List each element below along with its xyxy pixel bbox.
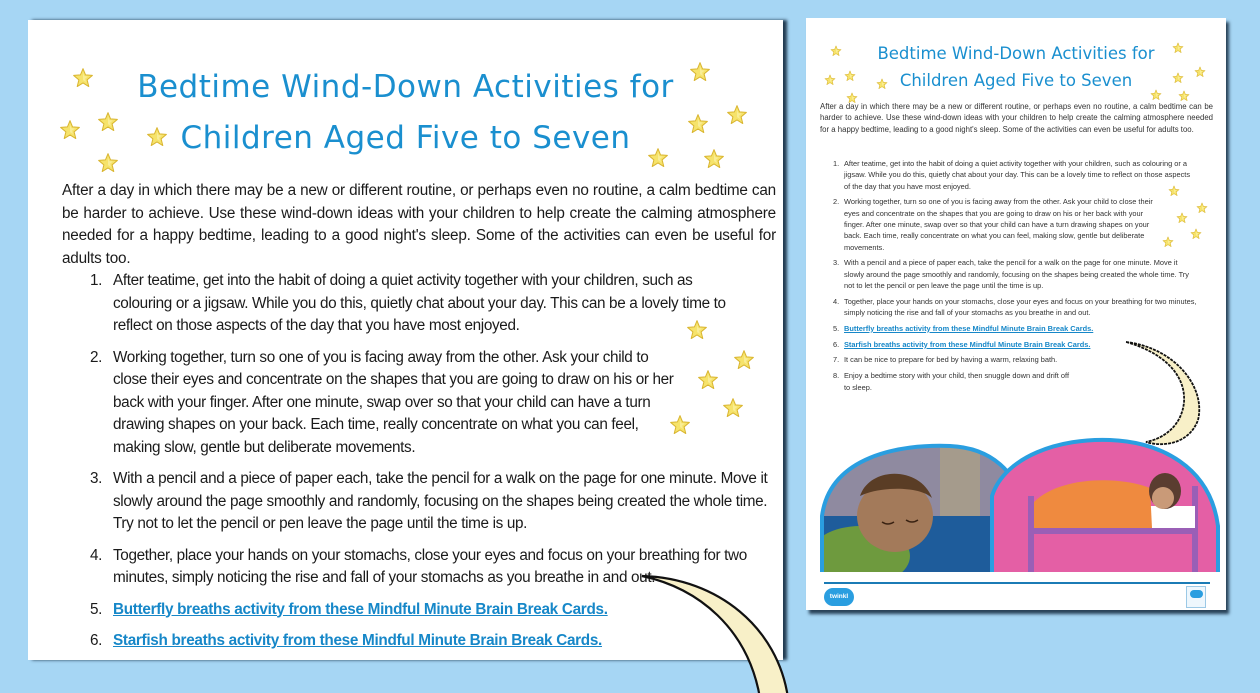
- star-icon: [59, 119, 81, 141]
- twinkl-logo: twinkl: [824, 588, 854, 606]
- butterfly-breaths-link[interactable]: Butterfly breaths activity from these Mindful Minute Brain Break Cards.: [113, 600, 608, 618]
- star-icon: [72, 67, 94, 89]
- starfish-breaths-link[interactable]: Starfish breaths activity from these Mindful Minute Brain Break Cards.: [844, 339, 1091, 349]
- title-line-2: Children Aged Five to Seven: [180, 120, 631, 156]
- list-number: 4.: [90, 546, 103, 564]
- list-number: 3.: [90, 470, 103, 487]
- star-icon: [687, 113, 709, 135]
- list-number: 6.: [90, 632, 103, 649]
- title-line-1: Bedtime Wind-Down Activities for: [877, 44, 1155, 63]
- list-number: 6.: [833, 339, 840, 349]
- list-item-text: Together, place your hands on your stomachs, close your eyes and focus on your breathing for two minutes, simply noticing the rise and fall of your stomachs as you breathe in and out.: [844, 296, 1197, 318]
- list-number: 2.: [833, 197, 840, 207]
- list-item: [90, 270, 730, 338]
- worksheet-page-main: [28, 20, 783, 660]
- butterfly-breaths-link[interactable]: Butterfly breaths activity from these Mindful Minute Brain Break Cards.: [844, 323, 1094, 333]
- thumbnail-intro: After a day in which there may be a new or different routine, or perhaps even no routine, a calm bedtime can be harder to achieve. Use these wind-down ideas with your children to help create the calming atmosphere needed for a happy bedtime, leading to a good night's sleep. Some of the activities can even be useful for adults too.: [820, 102, 1213, 134]
- list-number: 4.: [833, 296, 840, 306]
- list-number: 5.: [90, 600, 103, 618]
- list-item: [90, 468, 770, 536]
- list-item-text: Enjoy a bedtime story with your child, then snuggle down and drift off to sleep.: [844, 371, 1069, 392]
- list-number: 1.: [833, 159, 840, 168]
- star-icon: [1150, 89, 1162, 101]
- star-icon: [1194, 66, 1206, 78]
- list-item-link[interactable]: [833, 323, 1198, 334]
- intro-paragraph: After a day in which there may be a new or different routine, or perhaps even no routine, a calm bedtime can be harder to achieve. Use these wind-down ideas with your children to help create the calming atmosphere needed for a happy bedtime, leading to a good night's sleep. Some of the activities can even be useful for adults too.: [62, 182, 776, 267]
- star-icon: [703, 148, 725, 170]
- list-item: [833, 296, 1198, 319]
- title-line-1: Bedtime Wind-Down Activities for: [137, 69, 674, 105]
- star-icon: [146, 126, 168, 148]
- list-item: [833, 158, 1198, 192]
- thumbnail-title: [806, 40, 1226, 94]
- list-number: 7.: [833, 355, 840, 365]
- footer-divider: [824, 582, 1210, 584]
- list-item: [833, 196, 1153, 252]
- star-icon: [1172, 42, 1184, 54]
- star-icon: [647, 147, 669, 169]
- list-item: [833, 370, 1073, 393]
- activity-list: [90, 270, 768, 662]
- list-item: [833, 257, 1198, 291]
- resource-badge-icon: [1186, 586, 1206, 608]
- list-item: [90, 347, 675, 460]
- bedtime-illustration: [820, 436, 1220, 572]
- list-item-text: With a pencil and a piece of paper each, take the pencil for a walk on the page for one minute. Move it slowly around the page smoothly and randomly, focusing on the shapes being created the whole time. Try not to let the pencil or pen leave the page until the time is up.: [113, 470, 768, 532]
- list-number: 8.: [833, 371, 840, 381]
- list-item-text: After teatime, get into the habit of doing a quiet activity together with your children, such as colouring or a jigsaw. While you do this, quietly chat about your day. This can be a lovely time to reflect on those aspects of the day that you have most enjoyed.: [844, 159, 1191, 191]
- title-line-2: Children Aged Five to Seven: [899, 71, 1133, 90]
- crescent-moon-icon: [1106, 338, 1206, 448]
- list-item-text: With a pencil and a piece of paper each, take the pencil for a walk on the page for one minute. Move it slowly around the page smoothly and randomly, focusing on the shapes being created the whole time. Try not to let the pencil or pen leave the page until the time is up.: [844, 258, 1189, 290]
- crescent-moon-icon: [638, 568, 788, 688]
- list-item-text: Working together, turn so one of you is facing away from the other. Ask your child to close their eyes and concentrate on the shapes that you are going to draw on his or her back with your finger. After one minute, swap over so that your child can have a turn drawing shapes on your back. Each time, really concentrate on what you can feel, making slow, gentle but deliberate movements.: [113, 348, 674, 456]
- list-number: 5.: [833, 323, 840, 333]
- star-icon: [97, 111, 119, 133]
- star-icon: [726, 104, 748, 126]
- list-number: 2.: [90, 348, 103, 366]
- star-icon: [97, 152, 119, 174]
- page-title: [28, 62, 783, 164]
- list-item-text: Working together, turn so one of you is facing away from the other. Ask your child to close their eyes and concentrate on the shapes that you are going to draw on his or her back with your finger. After one minute, swap over so that your child can have a turn drawing shapes on your back. Each time, really concentrate on what you can feel, making slow, gentle but deliberate movements.: [844, 197, 1153, 252]
- star-icon: [876, 78, 888, 90]
- star-icon: [689, 61, 711, 83]
- worksheet-page-thumbnail[interactable]: [806, 18, 1226, 610]
- star-icon: [824, 74, 836, 86]
- star-icon: [844, 70, 856, 82]
- starfish-breaths-link[interactable]: Starfish breaths activity from these Mindful Minute Brain Break Cards.: [113, 632, 603, 649]
- list-number: 3.: [833, 258, 840, 268]
- list-number: 1.: [90, 272, 103, 289]
- star-icon: [733, 349, 755, 371]
- star-icon: [830, 45, 842, 57]
- list-item-text: After teatime, get into the habit of doing a quiet activity together with your children, such as colouring or a jigsaw. While you do this, quietly chat about your day. This can be a lovely time to reflect on those aspects of the day that you have most enjoyed.: [113, 272, 726, 334]
- list-item-text: Together, place your hands on your stomachs, close your eyes and focus on your breathing for two minutes, simply noticing the rise and fall of your stomachs as you breathe in and out.: [113, 546, 747, 586]
- list-item-text: It can be nice to prepare for bed by having a warm, relaxing bath.: [844, 355, 1058, 365]
- star-icon: [1172, 72, 1184, 84]
